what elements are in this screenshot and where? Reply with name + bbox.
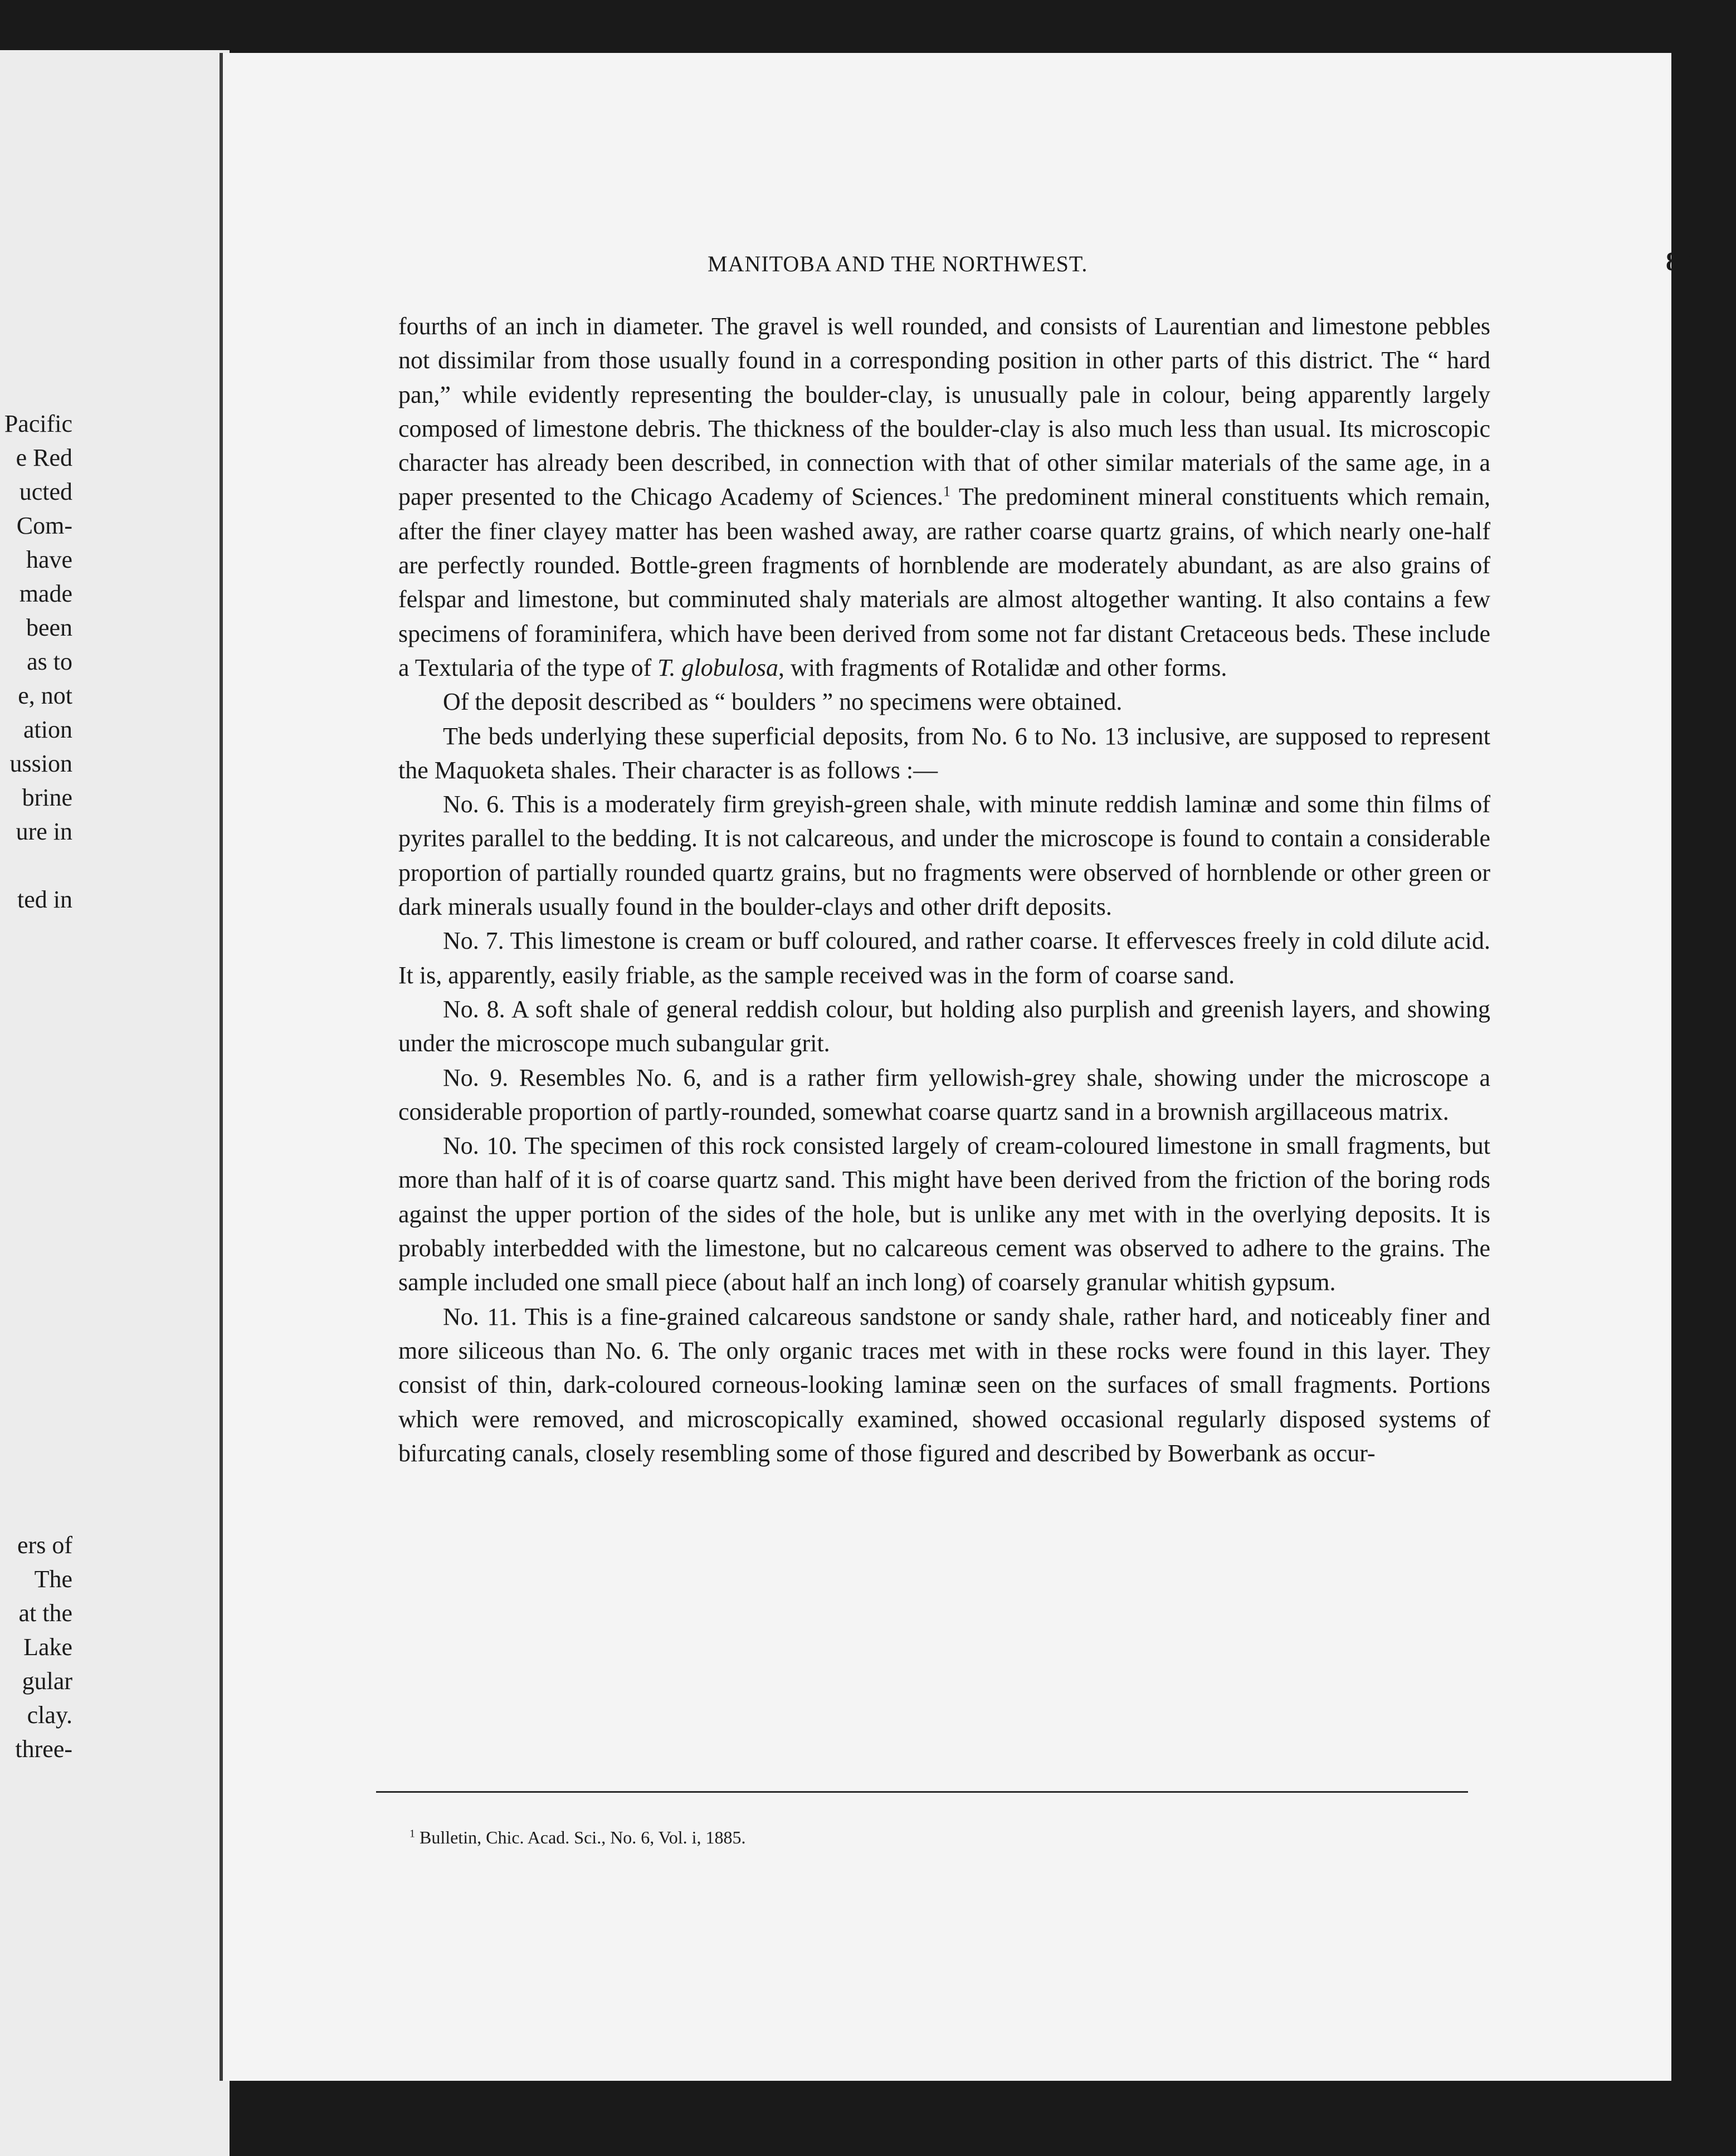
left-page-fragment: ucted bbox=[19, 478, 72, 505]
left-page-fragment: Lake bbox=[23, 1633, 72, 1661]
page-number: 87 bbox=[1666, 247, 1694, 276]
left-page-fragment: ted in bbox=[17, 886, 72, 913]
left-page-fragment bbox=[0, 1256, 72, 1290]
left-page-fragment: ers of bbox=[17, 1531, 72, 1559]
left-page-fragment: gular bbox=[22, 1667, 72, 1695]
footnote-marker: 1 bbox=[409, 1827, 415, 1840]
left-page-fragment: Com- bbox=[16, 512, 72, 539]
left-page-text-fragments bbox=[0, 407, 72, 1766]
paragraph-no-6: No. 6. This is a moderately firm greyish-green shale, with minute reddish laminæ and some thin films of pyrites parallel to the bedding. It is not calcareous, and under the microscope is found to contain a considerable proportion of partially rounded quartz grains, but no fragments were observed of hornblende or other green or dark minerals usually found in the boulder-clays and other drift deposits. bbox=[398, 791, 1490, 921]
left-page-fragment: The bbox=[34, 1565, 72, 1593]
left-page-fragment: as to bbox=[27, 648, 72, 675]
left-page-fragment bbox=[0, 1494, 72, 1528]
left-page-fragment bbox=[0, 1324, 72, 1358]
left-page-fragment: e Red bbox=[16, 444, 72, 471]
left-page-fragment: ussion bbox=[9, 750, 72, 777]
footnote bbox=[409, 1827, 1412, 1848]
left-page-fragment bbox=[0, 1052, 72, 1086]
left-facing-page bbox=[0, 50, 230, 2156]
left-page-fragment bbox=[0, 1460, 72, 1494]
left-page-fragment: have bbox=[26, 546, 72, 573]
paragraph-no-8: No. 8. A soft shale of general reddish colour, but holding also purplish and greenish layers, and showing under the microscope much subangular grit. bbox=[398, 995, 1490, 1057]
left-page-fragment: Pacific bbox=[4, 410, 72, 437]
left-page-fragment bbox=[0, 1222, 72, 1256]
left-page-fragment bbox=[0, 1120, 72, 1154]
paragraph-2: Of the deposit described as “ boulders ” no specimens were obtained. bbox=[443, 688, 1123, 716]
footnote-divider bbox=[376, 1791, 1468, 1793]
footnote-text: Bulletin, Chic. Acad. Sci., No. 6, Vol. i, 1885. bbox=[415, 1827, 746, 1847]
paragraph-1: fourths of an inch in diameter. The gravel is well rounded, and consists of Laurentian and limestone pebbles not dissimilar from those usually found in a corresponding position in other parts of this district. The “ hard pan,” while evidently representing the boulder-clay, is unusually pale in colour, being apparently largely composed of limestone debris. The thickness of the boulder-clay is also much less than usual. Its microscopic character has already been described, in connection with that of other similar materials of the same age, in a paper presented to the Chicago Academy of Sciences.$^1$ The predominent mineral constituents which remain, after the finer clayey matter has been washed away, are rather coarse quartz grains, of which nearly one-half are perfectly rounded. Bottle-green fragments of hornblende are moderately abundant, as are also grains of felspar and limestone, but comminuted shaly materials are almost altogether wanting. It also contains a few specimens of foraminifera, which have been derived from some not far distant Cretaceous beds. These include a Textularia of the type of T. globulosa, with fragments of Rotalidæ and other forms. bbox=[398, 313, 1490, 681]
left-page-fragment bbox=[0, 848, 72, 882]
left-page-fragment: ation bbox=[23, 716, 72, 743]
left-page-fragment bbox=[0, 1188, 72, 1222]
left-page-fragment: been bbox=[26, 614, 72, 641]
left-page-fragment bbox=[0, 1392, 72, 1426]
page-header bbox=[708, 247, 1694, 277]
body-text bbox=[398, 309, 1490, 1470]
left-page-fragment bbox=[0, 1154, 72, 1188]
left-page-fragment bbox=[0, 1086, 72, 1120]
left-page-fragment: made bbox=[19, 580, 72, 607]
left-page-fragment bbox=[0, 916, 72, 950]
left-page-fragment: e, not bbox=[18, 682, 72, 709]
left-page-fragment bbox=[0, 950, 72, 984]
left-page-fragment: brine bbox=[22, 784, 72, 811]
paragraph-no-9: No. 9. Resembles No. 6, and is a rather firm yellowish-grey shale, showing under the microscope a considerable proportion of partly-rounded, somewhat coarse quartz sand in a brownish argillaceous matrix. bbox=[398, 1064, 1490, 1125]
left-page-fragment bbox=[0, 1358, 72, 1392]
paragraph-no-11: No. 11. This is a fine-grained calcareous sandstone or sandy shale, rather hard, and noticeably finer and more siliceous than No. 6. The only organic traces met with in these rocks were found in this layer. They consist of thin, dark-coloured corneous-looking laminæ seen on the surfaces of small fragments. Portions which were removed, and microscopically examined, showed occasional regularly disposed systems of bifurcating canals, closely resembling some of those figured and described by Bowerbank as occur- bbox=[398, 1303, 1490, 1467]
footnote-ref: 1 bbox=[943, 483, 950, 500]
book-page bbox=[223, 53, 1694, 2081]
left-page-fragment bbox=[0, 984, 72, 1018]
left-page-fragment bbox=[0, 1290, 72, 1324]
left-page-fragment: three- bbox=[15, 1735, 72, 1763]
left-page-fragment bbox=[0, 1426, 72, 1460]
paragraph-no-10: No. 10. The specimen of this rock consisted largely of cream-coloured limestone in small fragments, but more than half of it is of coarse quartz sand. This might have been derived from the friction of the boring rods against the upper portion of the sides of the hole, but is unlike any met with in the overlying deposits. It is probably interbedded with the limestone, but no calcareous cement was observed to adhere to the grains. The sample included one small piece (about half an inch long) of coarsely granular whitish gypsum. bbox=[398, 1132, 1490, 1296]
left-page-fragment: clay. bbox=[27, 1701, 72, 1729]
running-head: MANITOBA AND THE NORTHWEST. bbox=[708, 251, 1088, 276]
species-name: T. globulosa bbox=[657, 653, 779, 681]
paragraph-3: The beds underlying these superficial deposits, from No. 6 to No. 13 inclusive, are supposed to represent the Maquoketa shales. Their character is as follows :— bbox=[398, 722, 1490, 784]
left-page-fragment: ure in bbox=[16, 818, 72, 845]
paragraph-no-7: No. 7. This limestone is cream or buff coloured, and rather coarse. It effervesces freely in cold dilute acid. It is, apparently, easily friable, as the sample received was in the form of coarse sand. bbox=[398, 927, 1490, 989]
left-page-fragment: at the bbox=[18, 1599, 72, 1627]
left-page-fragment bbox=[0, 1018, 72, 1052]
